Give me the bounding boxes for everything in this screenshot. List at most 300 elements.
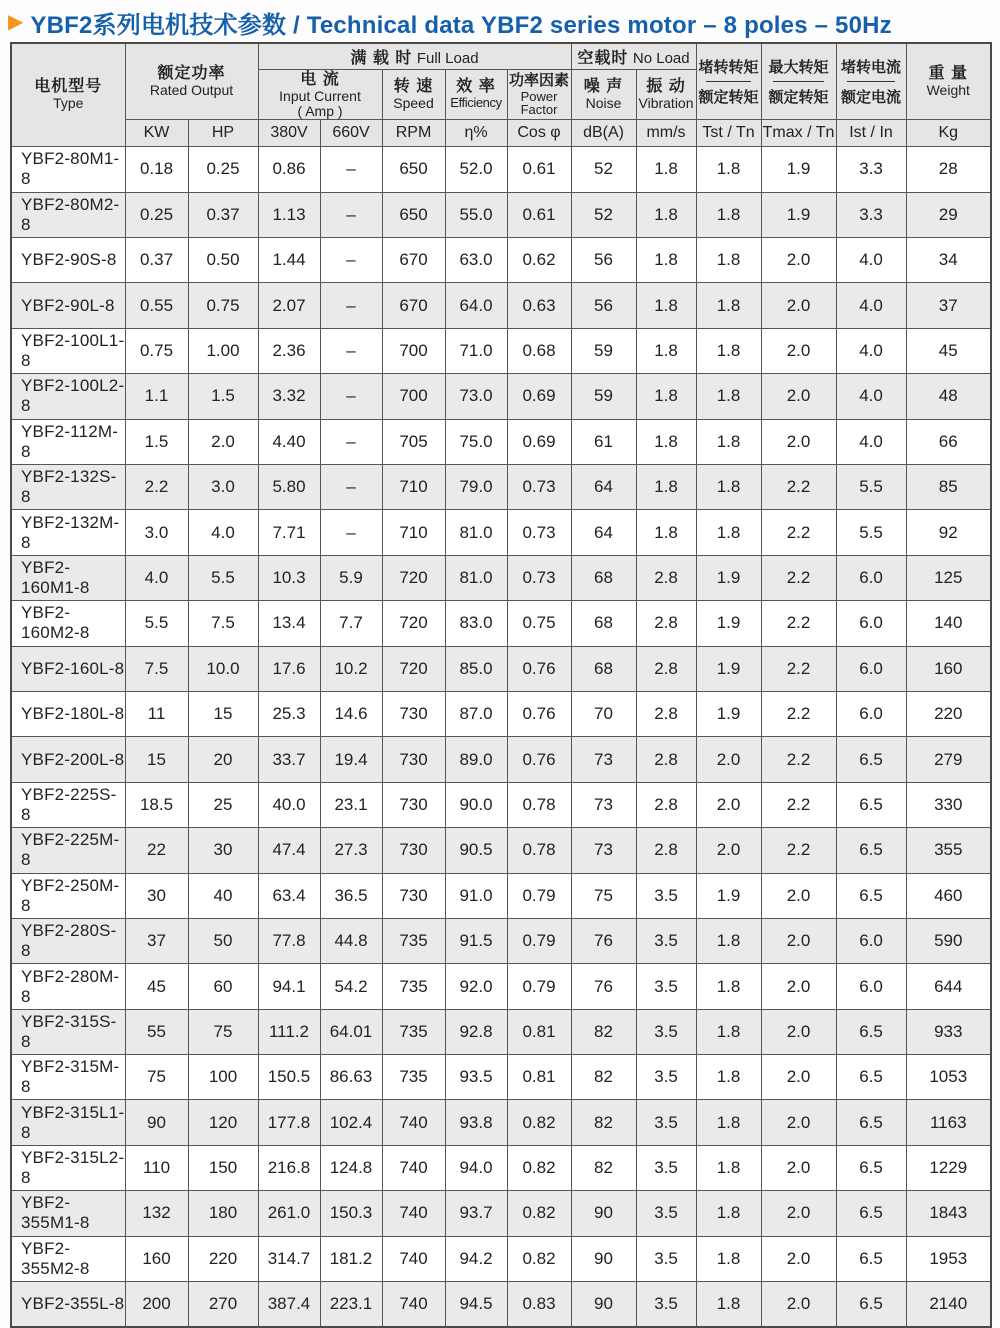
table-row xyxy=(11,374,991,419)
technical-data-table xyxy=(10,42,992,1328)
tmax-tn-cell: 2.0 xyxy=(761,283,836,328)
tst-tn-cell: 1.9 xyxy=(696,555,761,600)
kw-cell: 90 xyxy=(125,1100,188,1145)
rpm-cell: 705 xyxy=(382,419,445,464)
power-factor-cell: 0.79 xyxy=(507,964,571,1009)
noise-cell: 59 xyxy=(571,328,636,373)
rpm-cell: 700 xyxy=(382,374,445,419)
ist-in-cell: 6.0 xyxy=(836,918,906,963)
weight-cell: 590 xyxy=(906,918,991,963)
tst-tn-cell: 1.9 xyxy=(696,601,761,646)
weight-cell: 66 xyxy=(906,419,991,464)
current-660v-cell: 223.1 xyxy=(320,1282,382,1327)
weight-cell: 1053 xyxy=(906,1055,991,1100)
ist-in-cell: 4.0 xyxy=(836,238,906,283)
power-factor-cell: 0.68 xyxy=(507,328,571,373)
current-380v-cell: 314.7 xyxy=(258,1236,320,1281)
current-380v-cell: 94.1 xyxy=(258,964,320,1009)
efficiency-cell: 94.5 xyxy=(445,1282,507,1327)
table-row xyxy=(11,601,991,646)
tmax-tn-cell: 2.2 xyxy=(761,737,836,782)
col-header-vibration: 振 动 Vibration xyxy=(636,70,696,120)
rpm-cell: 720 xyxy=(382,646,445,691)
unit-hp: HP xyxy=(188,120,258,147)
kw-cell: 15 xyxy=(125,737,188,782)
table-row xyxy=(11,238,991,283)
noise-cell: 90 xyxy=(571,1236,636,1281)
current-380v-cell: 261.0 xyxy=(258,1191,320,1236)
motor-type-cell: YBF2-355M1-8 xyxy=(11,1191,125,1236)
current-380v-cell: 10.3 xyxy=(258,555,320,600)
vibration-cell: 2.8 xyxy=(636,646,696,691)
motor-type-cell: YBF2-80M1-8 xyxy=(11,147,125,192)
current-380v-cell: 0.86 xyxy=(258,147,320,192)
rpm-cell: 740 xyxy=(382,1145,445,1190)
current-380v-cell: 77.8 xyxy=(258,918,320,963)
current-380v-cell: 25.3 xyxy=(258,691,320,736)
efficiency-cell: 63.0 xyxy=(445,238,507,283)
tmax-tn-cell: 2.2 xyxy=(761,555,836,600)
power-factor-cell: 0.82 xyxy=(507,1191,571,1236)
motor-type-cell: YBF2-315S-8 xyxy=(11,1009,125,1054)
unit-eta-percent: η% xyxy=(445,120,507,147)
noise-cell: 76 xyxy=(571,964,636,1009)
ist-in-cell: 6.5 xyxy=(836,1191,906,1236)
rpm-cell: 740 xyxy=(382,1191,445,1236)
vibration-cell: 3.5 xyxy=(636,1009,696,1054)
tmax-tn-cell: 2.0 xyxy=(761,419,836,464)
current-660v-cell: 23.1 xyxy=(320,782,382,827)
noise-cell: 68 xyxy=(571,555,636,600)
kw-cell: 22 xyxy=(125,828,188,873)
efficiency-cell: 81.0 xyxy=(445,555,507,600)
table-row xyxy=(11,147,991,192)
kw-cell: 1.1 xyxy=(125,374,188,419)
rpm-cell: 720 xyxy=(382,555,445,600)
unit-mms: mm/s xyxy=(636,120,696,147)
unit-ist-in: Ist / In xyxy=(836,120,906,147)
kw-cell: 200 xyxy=(125,1282,188,1327)
tst-tn-cell: 1.8 xyxy=(696,510,761,555)
tst-tn-cell: 1.8 xyxy=(696,964,761,1009)
kw-cell: 2.2 xyxy=(125,465,188,510)
rpm-cell: 650 xyxy=(382,192,445,237)
tmax-tn-cell: 2.0 xyxy=(761,374,836,419)
weight-cell: 125 xyxy=(906,555,991,600)
vibration-cell: 1.8 xyxy=(636,510,696,555)
unit-cos-phi: Cos φ xyxy=(507,120,571,147)
efficiency-cell: 89.0 xyxy=(445,737,507,782)
col-header-input-current: 电 流 Input Current ( Amp ) xyxy=(258,70,382,120)
noise-cell: 68 xyxy=(571,646,636,691)
vibration-cell: 2.8 xyxy=(636,782,696,827)
table-row xyxy=(11,192,991,237)
tst-tn-cell: 1.8 xyxy=(696,918,761,963)
table-header xyxy=(11,43,991,147)
ist-in-cell: 6.5 xyxy=(836,828,906,873)
kw-cell: 0.37 xyxy=(125,238,188,283)
tst-tn-cell: 1.8 xyxy=(696,1100,761,1145)
unit-tmax-tn: Tmax / Tn xyxy=(761,120,836,147)
power-factor-cell: 0.78 xyxy=(507,828,571,873)
fraction-divider xyxy=(706,81,750,82)
noise-cell: 61 xyxy=(571,419,636,464)
noise-cell: 82 xyxy=(571,1055,636,1100)
kw-cell: 0.55 xyxy=(125,283,188,328)
efficiency-cell: 91.0 xyxy=(445,873,507,918)
vibration-cell: 1.8 xyxy=(636,283,696,328)
vibration-cell: 3.5 xyxy=(636,873,696,918)
current-380v-cell: 150.5 xyxy=(258,1055,320,1100)
noise-cell: 76 xyxy=(571,918,636,963)
hp-cell: 120 xyxy=(188,1100,258,1145)
kw-cell: 37 xyxy=(125,918,188,963)
col-header-full-load: 满 载 时 Full Load xyxy=(258,43,571,70)
tst-tn-cell: 1.8 xyxy=(696,1145,761,1190)
weight-cell: 37 xyxy=(906,283,991,328)
power-factor-cell: 0.75 xyxy=(507,601,571,646)
current-660v-cell: 124.8 xyxy=(320,1145,382,1190)
current-380v-cell: 7.71 xyxy=(258,510,320,555)
power-factor-cell: 0.62 xyxy=(507,238,571,283)
power-factor-cell: 0.69 xyxy=(507,374,571,419)
current-380v-cell: 47.4 xyxy=(258,828,320,873)
table-row xyxy=(11,646,991,691)
current-380v-cell: 387.4 xyxy=(258,1282,320,1327)
tmax-tn-cell: 1.9 xyxy=(761,147,836,192)
tmax-tn-cell: 2.2 xyxy=(761,510,836,555)
kw-cell: 160 xyxy=(125,1236,188,1281)
efficiency-cell: 93.5 xyxy=(445,1055,507,1100)
rpm-cell: 710 xyxy=(382,510,445,555)
vibration-cell: 1.8 xyxy=(636,374,696,419)
current-380v-cell: 2.36 xyxy=(258,328,320,373)
current-380v-cell: 17.6 xyxy=(258,646,320,691)
weight-cell: 160 xyxy=(906,646,991,691)
table-row xyxy=(11,465,991,510)
col-header-power-factor: 功率因素 Power Factor xyxy=(507,70,571,120)
hp-cell: 1.5 xyxy=(188,374,258,419)
weight-cell: 34 xyxy=(906,238,991,283)
table-row xyxy=(11,782,991,827)
vibration-cell: 3.5 xyxy=(636,1145,696,1190)
motor-type-cell: YBF2-280M-8 xyxy=(11,964,125,1009)
tst-tn-cell: 2.0 xyxy=(696,782,761,827)
tst-tn-cell: 2.0 xyxy=(696,828,761,873)
ist-in-cell: 6.5 xyxy=(836,1236,906,1281)
weight-cell: 644 xyxy=(906,964,991,1009)
rpm-cell: 670 xyxy=(382,283,445,328)
table-row xyxy=(11,510,991,555)
motor-type-cell: YBF2-90L-8 xyxy=(11,283,125,328)
vibration-cell: 2.8 xyxy=(636,828,696,873)
ist-in-cell: 6.5 xyxy=(836,1282,906,1327)
current-660v-cell: – xyxy=(320,192,382,237)
weight-cell: 355 xyxy=(906,828,991,873)
weight-cell: 29 xyxy=(906,192,991,237)
motor-type-cell: YBF2-160M2-8 xyxy=(11,601,125,646)
hp-cell: 40 xyxy=(188,873,258,918)
kw-cell: 0.18 xyxy=(125,147,188,192)
efficiency-cell: 90.5 xyxy=(445,828,507,873)
tmax-tn-cell: 2.0 xyxy=(761,1145,836,1190)
current-380v-cell: 4.40 xyxy=(258,419,320,464)
current-380v-cell: 63.4 xyxy=(258,873,320,918)
kw-cell: 75 xyxy=(125,1055,188,1100)
col-header-locked-torque-ratio: 堵转转矩 额定转矩 xyxy=(696,43,761,120)
motor-type-cell: YBF2-315L1-8 xyxy=(11,1100,125,1145)
col-header-weight: 重 量 Weight xyxy=(906,43,991,120)
rpm-cell: 735 xyxy=(382,1055,445,1100)
noise-cell: 73 xyxy=(571,737,636,782)
hp-cell: 0.50 xyxy=(188,238,258,283)
noise-cell: 82 xyxy=(571,1009,636,1054)
power-factor-cell: 0.73 xyxy=(507,510,571,555)
page-title xyxy=(8,6,892,38)
current-380v-cell: 177.8 xyxy=(258,1100,320,1145)
table-row xyxy=(11,828,991,873)
power-factor-cell: 0.73 xyxy=(507,465,571,510)
efficiency-cell: 79.0 xyxy=(445,465,507,510)
power-factor-cell: 0.76 xyxy=(507,737,571,782)
tmax-tn-cell: 2.2 xyxy=(761,646,836,691)
kw-cell: 132 xyxy=(125,1191,188,1236)
efficiency-cell: 90.0 xyxy=(445,782,507,827)
weight-cell: 85 xyxy=(906,465,991,510)
tst-tn-cell: 1.8 xyxy=(696,1191,761,1236)
rpm-cell: 730 xyxy=(382,737,445,782)
efficiency-cell: 92.8 xyxy=(445,1009,507,1054)
weight-cell: 1843 xyxy=(906,1191,991,1236)
weight-cell: 2140 xyxy=(906,1282,991,1327)
current-660v-cell: 5.9 xyxy=(320,555,382,600)
tst-tn-cell: 1.9 xyxy=(696,646,761,691)
vibration-cell: 3.5 xyxy=(636,1282,696,1327)
noise-cell: 75 xyxy=(571,873,636,918)
vibration-cell: 1.8 xyxy=(636,147,696,192)
col-header-noise: 噪 声 Noise xyxy=(571,70,636,120)
weight-cell: 1163 xyxy=(906,1100,991,1145)
tmax-tn-cell: 2.0 xyxy=(761,873,836,918)
tmax-tn-cell: 2.2 xyxy=(761,828,836,873)
vibration-cell: 1.8 xyxy=(636,238,696,283)
current-380v-cell: 1.13 xyxy=(258,192,320,237)
tst-tn-cell: 1.8 xyxy=(696,238,761,283)
table-row xyxy=(11,918,991,963)
current-660v-cell: 14.6 xyxy=(320,691,382,736)
vibration-cell: 2.8 xyxy=(636,691,696,736)
kw-cell: 0.75 xyxy=(125,328,188,373)
weight-cell: 279 xyxy=(906,737,991,782)
weight-cell: 460 xyxy=(906,873,991,918)
motor-type-cell: YBF2-160M1-8 xyxy=(11,555,125,600)
table-row xyxy=(11,328,991,373)
ist-in-cell: 6.5 xyxy=(836,873,906,918)
noise-cell: 56 xyxy=(571,238,636,283)
efficiency-cell: 93.7 xyxy=(445,1191,507,1236)
ist-in-cell: 3.3 xyxy=(836,147,906,192)
table-body xyxy=(11,147,991,1327)
current-660v-cell: – xyxy=(320,374,382,419)
current-660v-cell: – xyxy=(320,465,382,510)
current-380v-cell: 5.80 xyxy=(258,465,320,510)
current-660v-cell: 44.8 xyxy=(320,918,382,963)
current-660v-cell: – xyxy=(320,283,382,328)
current-660v-cell: – xyxy=(320,419,382,464)
vibration-cell: 3.5 xyxy=(636,1191,696,1236)
hp-cell: 25 xyxy=(188,782,258,827)
tst-tn-cell: 1.8 xyxy=(696,1282,761,1327)
arrow-icon: ▶ xyxy=(8,11,24,33)
motor-type-cell: YBF2-315L2-8 xyxy=(11,1145,125,1190)
efficiency-cell: 94.2 xyxy=(445,1236,507,1281)
current-380v-cell: 2.07 xyxy=(258,283,320,328)
weight-cell: 330 xyxy=(906,782,991,827)
rpm-cell: 735 xyxy=(382,964,445,1009)
rpm-cell: 730 xyxy=(382,691,445,736)
efficiency-cell: 81.0 xyxy=(445,510,507,555)
current-660v-cell: 36.5 xyxy=(320,873,382,918)
hp-cell: 7.5 xyxy=(188,601,258,646)
ist-in-cell: 6.5 xyxy=(836,1055,906,1100)
power-factor-cell: 0.81 xyxy=(507,1055,571,1100)
ist-in-cell: 6.0 xyxy=(836,555,906,600)
col-header-max-torque-ratio: 最大转矩 额定转矩 xyxy=(761,43,836,120)
kw-cell: 18.5 xyxy=(125,782,188,827)
motor-type-cell: YBF2-100L2-8 xyxy=(11,374,125,419)
efficiency-cell: 83.0 xyxy=(445,601,507,646)
ist-in-cell: 4.0 xyxy=(836,283,906,328)
table-row xyxy=(11,737,991,782)
tst-tn-cell: 1.9 xyxy=(696,691,761,736)
tst-tn-cell: 1.8 xyxy=(696,1055,761,1100)
unit-660v: 660V xyxy=(320,120,382,147)
efficiency-cell: 91.5 xyxy=(445,918,507,963)
noise-cell: 73 xyxy=(571,828,636,873)
ist-in-cell: 5.5 xyxy=(836,510,906,555)
tmax-tn-cell: 2.0 xyxy=(761,328,836,373)
fraction-divider xyxy=(847,81,895,82)
tst-tn-cell: 1.8 xyxy=(696,147,761,192)
power-factor-cell: 0.69 xyxy=(507,419,571,464)
rpm-cell: 740 xyxy=(382,1100,445,1145)
weight-cell: 28 xyxy=(906,147,991,192)
noise-cell: 68 xyxy=(571,601,636,646)
motor-type-cell: YBF2-80M2-8 xyxy=(11,192,125,237)
hp-cell: 270 xyxy=(188,1282,258,1327)
efficiency-cell: 75.0 xyxy=(445,419,507,464)
fraction-divider xyxy=(773,81,825,82)
hp-cell: 60 xyxy=(188,964,258,1009)
tmax-tn-cell: 2.2 xyxy=(761,601,836,646)
power-factor-cell: 0.82 xyxy=(507,1100,571,1145)
tmax-tn-cell: 2.2 xyxy=(761,691,836,736)
vibration-cell: 3.5 xyxy=(636,1100,696,1145)
vibration-cell: 1.8 xyxy=(636,465,696,510)
power-factor-cell: 0.79 xyxy=(507,918,571,963)
current-660v-cell: – xyxy=(320,238,382,283)
ist-in-cell: 6.5 xyxy=(836,1009,906,1054)
power-factor-cell: 0.61 xyxy=(507,192,571,237)
weight-cell: 933 xyxy=(906,1009,991,1054)
tst-tn-cell: 1.8 xyxy=(696,192,761,237)
vibration-cell: 1.8 xyxy=(636,328,696,373)
rpm-cell: 720 xyxy=(382,601,445,646)
tmax-tn-cell: 2.0 xyxy=(761,1100,836,1145)
col-header-type: 电机型号 Type xyxy=(11,43,125,147)
tmax-tn-cell: 2.0 xyxy=(761,1055,836,1100)
noise-cell: 82 xyxy=(571,1100,636,1145)
hp-cell: 100 xyxy=(188,1055,258,1100)
vibration-cell: 2.8 xyxy=(636,555,696,600)
hp-cell: 15 xyxy=(188,691,258,736)
noise-cell: 73 xyxy=(571,782,636,827)
rpm-cell: 730 xyxy=(382,873,445,918)
vibration-cell: 3.5 xyxy=(636,1236,696,1281)
tst-tn-cell: 1.9 xyxy=(696,873,761,918)
efficiency-cell: 64.0 xyxy=(445,283,507,328)
tmax-tn-cell: 2.0 xyxy=(761,1236,836,1281)
table-row xyxy=(11,1009,991,1054)
tst-tn-cell: 1.8 xyxy=(696,1236,761,1281)
noise-cell: 52 xyxy=(571,192,636,237)
efficiency-cell: 52.0 xyxy=(445,147,507,192)
efficiency-cell: 85.0 xyxy=(445,646,507,691)
motor-type-cell: YBF2-160L-8 xyxy=(11,646,125,691)
tst-tn-cell: 1.8 xyxy=(696,328,761,373)
motor-type-cell: YBF2-225S-8 xyxy=(11,782,125,827)
power-factor-cell: 0.81 xyxy=(507,1009,571,1054)
current-660v-cell: – xyxy=(320,328,382,373)
rpm-cell: 710 xyxy=(382,465,445,510)
rpm-cell: 740 xyxy=(382,1236,445,1281)
power-factor-cell: 0.73 xyxy=(507,555,571,600)
tst-tn-cell: 1.8 xyxy=(696,283,761,328)
hp-cell: 180 xyxy=(188,1191,258,1236)
current-380v-cell: 3.32 xyxy=(258,374,320,419)
vibration-cell: 3.5 xyxy=(636,918,696,963)
kw-cell: 5.5 xyxy=(125,601,188,646)
noise-cell: 90 xyxy=(571,1191,636,1236)
power-factor-cell: 0.78 xyxy=(507,782,571,827)
tmax-tn-cell: 1.9 xyxy=(761,192,836,237)
table-row xyxy=(11,1100,991,1145)
ist-in-cell: 6.0 xyxy=(836,964,906,1009)
kw-cell: 11 xyxy=(125,691,188,736)
kw-cell: 1.5 xyxy=(125,419,188,464)
noise-cell: 59 xyxy=(571,374,636,419)
table-row xyxy=(11,1236,991,1281)
motor-type-cell: YBF2-280S-8 xyxy=(11,918,125,963)
ist-in-cell: 6.0 xyxy=(836,601,906,646)
hp-cell: 0.37 xyxy=(188,192,258,237)
hp-cell: 50 xyxy=(188,918,258,963)
page-title-text: YBF2系列电机技术参数 / Technical data YBF2 series motor – 8 poles – 50Hz xyxy=(30,11,892,39)
tmax-tn-cell: 2.0 xyxy=(761,238,836,283)
table-row xyxy=(11,283,991,328)
hp-cell: 150 xyxy=(188,1145,258,1190)
table-row xyxy=(11,964,991,1009)
noise-cell: 56 xyxy=(571,283,636,328)
weight-cell: 1229 xyxy=(906,1145,991,1190)
ist-in-cell: 6.0 xyxy=(836,646,906,691)
table-row xyxy=(11,1145,991,1190)
noise-cell: 64 xyxy=(571,465,636,510)
motor-type-cell: YBF2-90S-8 xyxy=(11,238,125,283)
tst-tn-cell: 1.8 xyxy=(696,374,761,419)
hp-cell: 5.5 xyxy=(188,555,258,600)
hp-cell: 75 xyxy=(188,1009,258,1054)
